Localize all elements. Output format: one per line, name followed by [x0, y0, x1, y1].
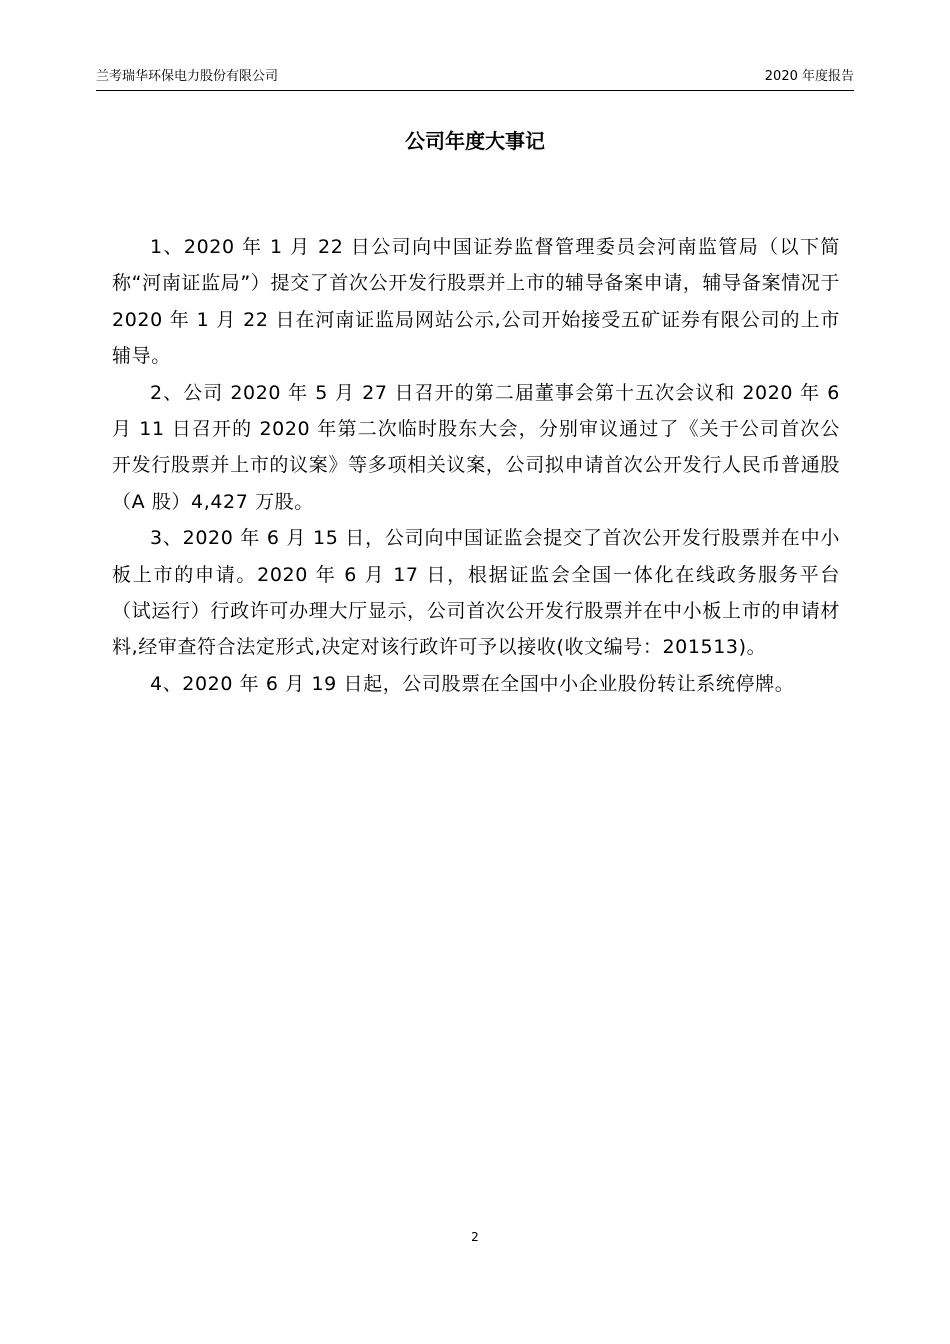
page-title: 公司年度大事记 — [405, 129, 545, 153]
event-paragraph-2: 2、公司 2020 年 5 月 27 日召开的第二届董事会第十五次会议和 2020 年 6 月 11 日召开的 2020 年第二次临时股东大会，分别审议通过了《关于公司首次公开发行股票并上市的议案》等多项相关议案，公司拟申请首次公开发行人民币普通股（A 股）4,427 万股。 — [112, 381, 840, 513]
header-company-name: 兰考瑞华环保电力股份有限公司 — [96, 69, 279, 84]
event-paragraph-3: 3、2020 年 6 月 15 日，公司向中国证监会提交了首次公开发行股票并在中小板上市的申请。2020 年 6 月 17 日，根据证监会全国一体化在线政务服务平台（试运行）行政许可办理大厅显示，公司首次公开发行股票并在中小板上市的申请材料,经审查符合法定形式,决定对该行政许可予以接收(收文编号：201513)。 — [112, 527, 840, 659]
events-list — [112, 229, 840, 702]
page-number: 2 — [471, 1230, 479, 1244]
header-report-name: 2020 年度报告 — [764, 69, 854, 84]
event-paragraph-4: 4、2020 年 6 月 19 日起，公司股票在全国中小企业股份转让系统停牌。 — [150, 672, 795, 695]
event-paragraph-1: 1、2020 年 1 月 22 日公司向中国证券监督管理委员会河南监管局（以下简称“河南证监局”）提交了首次公开发行股票并上市的辅导备案申请，辅导备案情况于 2020 年 1 月 22 日在河南证监局网站公示,公司开始接受五矿证券有限公司的上市辅导。 — [112, 236, 840, 368]
page-header — [96, 66, 854, 91]
